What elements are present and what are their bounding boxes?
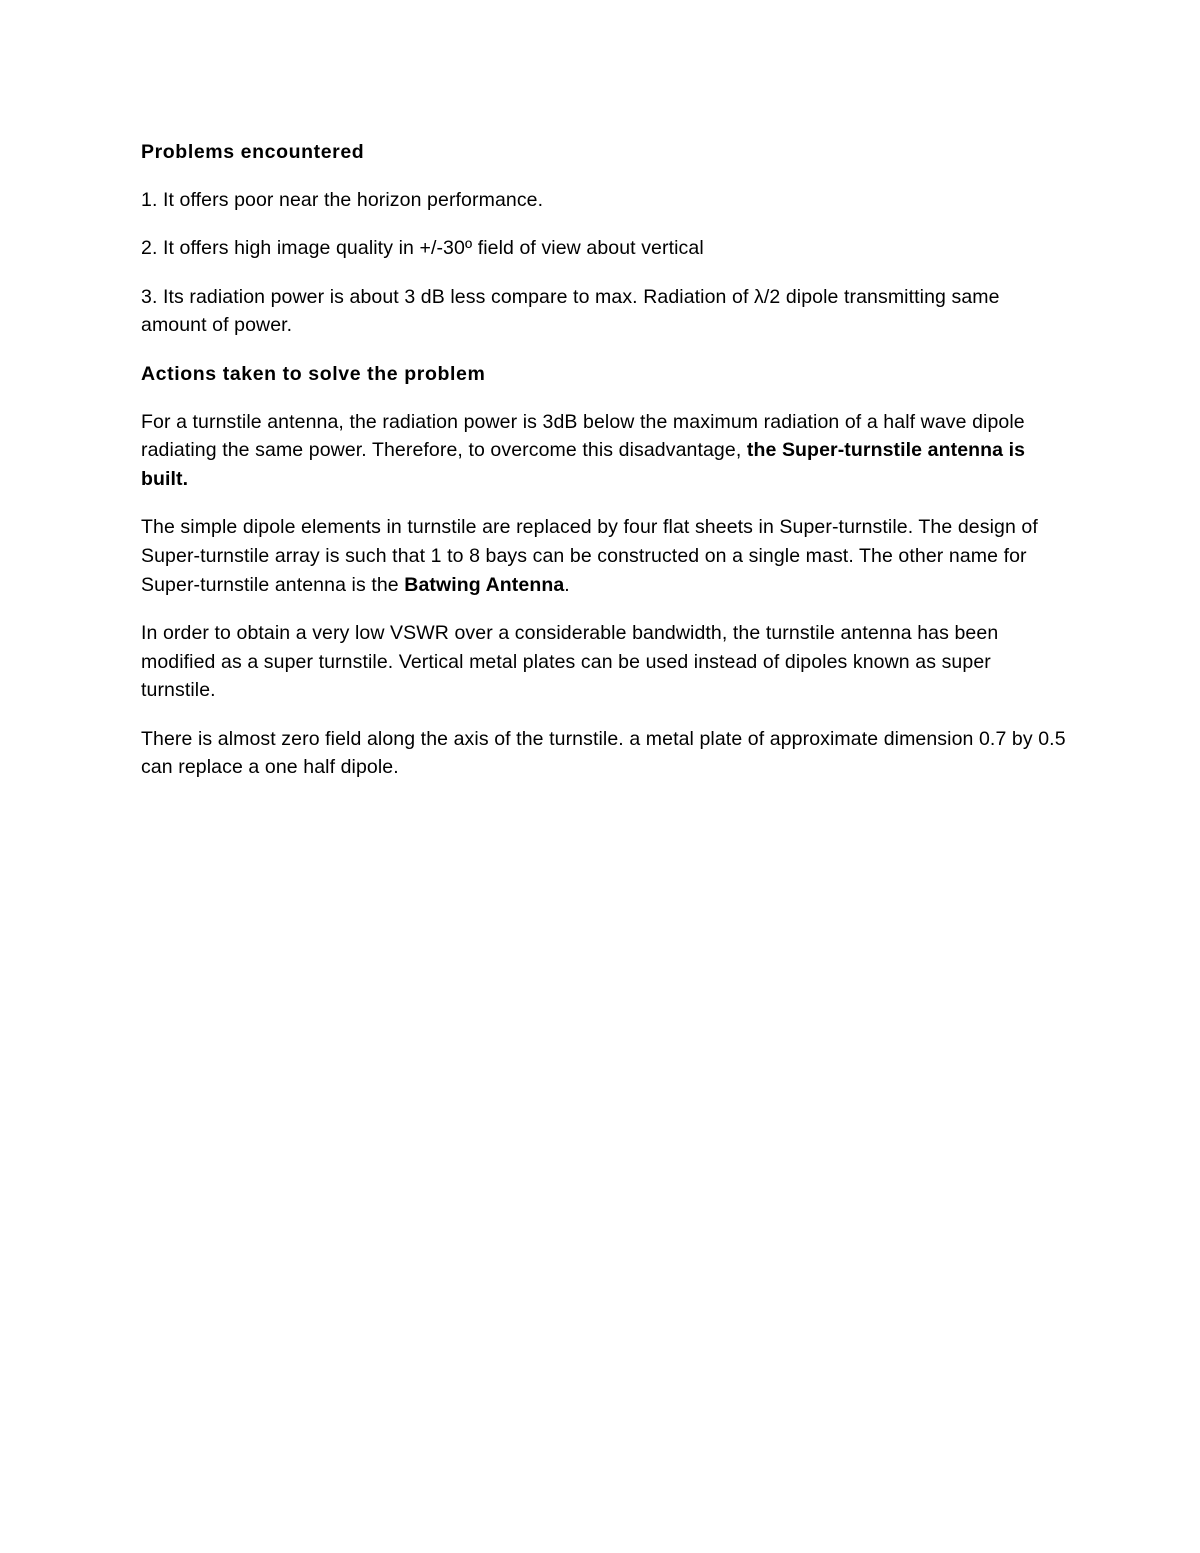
document-body [141, 138, 1066, 801]
bold-phrase: Batwing Antenna [404, 573, 565, 596]
problem-item-2: 2. It offers high image quality in +/-30º field of view about vertical [141, 237, 704, 260]
actions-heading: Actions taken to solve the problem [141, 362, 486, 385]
paragraph-metal-plate: There is almost zero field along the axis of the turnstile. a metal plate of approximate dimension 0.7 by 0.5 can replace a one half dipole. [141, 727, 1066, 779]
problems-heading: Problems encountered [141, 141, 365, 163]
paragraph-vswr: In order to obtain a very low VSWR over a considerable bandwidth, the turnstile antenna has been modified as a super turnstile. Vertical metal plates can be used instead of dipoles known as super turnstile. [141, 621, 999, 702]
problem-item-3: 3. Its radiation power is about 3 dB less compare to max. Radiation of λ/2 dipole transmitting same amount of power. [141, 285, 1000, 337]
paragraph-super-turnstile [141, 408, 1066, 494]
problem-item-1: 1. It offers poor near the horizon performance. [141, 189, 544, 212]
paragraph-text: For a turnstile antenna, the radiation power is 3dB below the maximum radiation of a half wave dipole radiating the same power. Therefore, to overcome this disadvantage, [141, 410, 1025, 462]
paragraph-tail: . [564, 573, 570, 596]
paragraph-text: The simple dipole elements in turnstile are replaced by four flat sheets in Super-turnstile. The design of Super-turnstile array is such that 1 to 8 bays can be constructed on a single mast. The other name for Super-turnstile antenna is the [141, 516, 1038, 596]
bold-phrase: the Super-turnstile antenna is built. [141, 439, 1026, 491]
paragraph-batwing [141, 513, 1066, 599]
